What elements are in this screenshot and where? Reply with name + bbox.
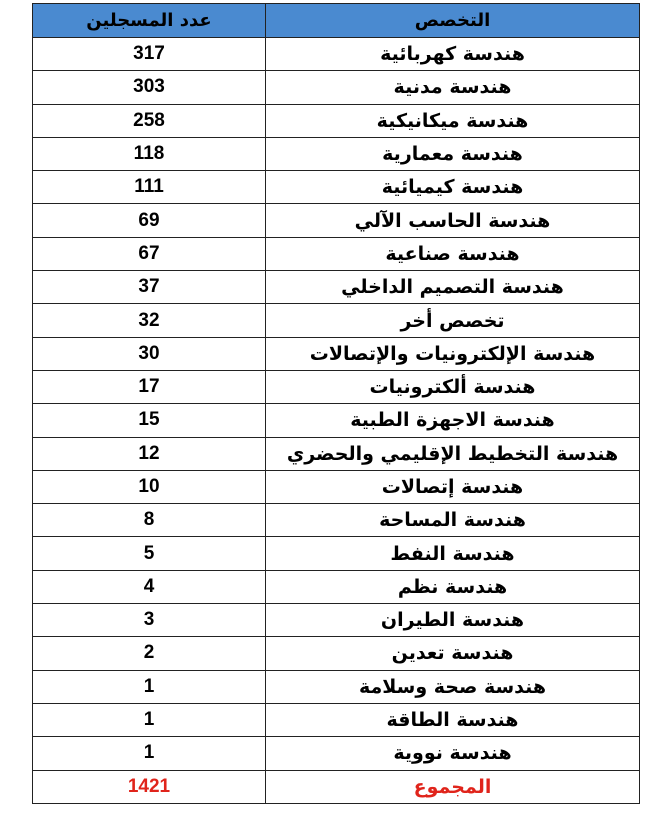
specialization-cell: هندسة ألكترونيات <box>266 370 640 403</box>
specialization-cell: هندسة النفط <box>266 537 640 570</box>
count-cell: 303 <box>33 71 266 104</box>
table-row <box>33 370 640 403</box>
table-row <box>33 104 640 137</box>
specialization-cell: هندسة الاجهزة الطبية <box>266 404 640 437</box>
specialization-cell: هندسة كهربائية <box>266 38 640 71</box>
specialization-cell: هندسة ميكانيكية <box>266 104 640 137</box>
table-row <box>33 237 640 270</box>
header-registered-count: عدد المسجلين <box>33 4 266 38</box>
table-row <box>33 470 640 503</box>
table-row <box>33 670 640 703</box>
count-cell: 17 <box>33 370 266 403</box>
count-cell: 37 <box>33 271 266 304</box>
total-label: المجموع <box>266 770 640 803</box>
table-row <box>33 604 640 637</box>
table-row <box>33 570 640 603</box>
count-cell: 8 <box>33 504 266 537</box>
specialization-cell: هندسة الطاقة <box>266 703 640 736</box>
table-row <box>33 304 640 337</box>
table-row <box>33 171 640 204</box>
table-row <box>33 404 640 437</box>
count-cell: 118 <box>33 137 266 170</box>
specialization-cell: هندسة نووية <box>266 737 640 770</box>
count-cell: 67 <box>33 237 266 270</box>
specialization-cell: هندسة إتصالات <box>266 470 640 503</box>
table-row <box>33 703 640 736</box>
table-row <box>33 71 640 104</box>
count-cell: 15 <box>33 404 266 437</box>
specialization-cell: هندسة كيميائية <box>266 171 640 204</box>
table-row <box>33 504 640 537</box>
count-cell: 4 <box>33 570 266 603</box>
specialization-cell: هندسة المساحة <box>266 504 640 537</box>
count-cell: 317 <box>33 38 266 71</box>
specialization-cell: هندسة صناعية <box>266 237 640 270</box>
table-row <box>33 337 640 370</box>
specialization-cell: هندسة نظم <box>266 570 640 603</box>
table-header-row <box>33 4 640 38</box>
specialization-cell: هندسة معمارية <box>266 137 640 170</box>
specialization-cell: هندسة تعدين <box>266 637 640 670</box>
specialization-cell: هندسة صحة وسلامة <box>266 670 640 703</box>
total-row <box>33 770 640 803</box>
count-cell: 69 <box>33 204 266 237</box>
table-row <box>33 204 640 237</box>
table-row <box>33 38 640 71</box>
count-cell: 258 <box>33 104 266 137</box>
registration-table-container <box>32 3 639 804</box>
table-row <box>33 271 640 304</box>
count-cell: 5 <box>33 537 266 570</box>
specialization-cell: هندسة التخطيط الإقليمي والحضري <box>266 437 640 470</box>
specialization-cell: هندسة الإلكترونيات والإتصالات <box>266 337 640 370</box>
count-cell: 1 <box>33 703 266 736</box>
count-cell: 32 <box>33 304 266 337</box>
table-row <box>33 737 640 770</box>
table-row <box>33 137 640 170</box>
specialization-cell: هندسة مدنية <box>266 71 640 104</box>
count-cell: 30 <box>33 337 266 370</box>
count-cell: 2 <box>33 637 266 670</box>
header-specialization: التخصص <box>266 4 640 38</box>
registration-table <box>32 3 640 804</box>
specialization-cell: تخصص أخر <box>266 304 640 337</box>
table-row <box>33 437 640 470</box>
table-row <box>33 637 640 670</box>
count-cell: 1 <box>33 670 266 703</box>
count-cell: 3 <box>33 604 266 637</box>
specialization-cell: هندسة التصميم الداخلي <box>266 271 640 304</box>
specialization-cell: هندسة الطيران <box>266 604 640 637</box>
count-cell: 1 <box>33 737 266 770</box>
count-cell: 10 <box>33 470 266 503</box>
table-row <box>33 537 640 570</box>
specialization-cell: هندسة الحاسب الآلي <box>266 204 640 237</box>
count-cell: 12 <box>33 437 266 470</box>
count-cell: 111 <box>33 171 266 204</box>
total-count: 1421 <box>33 770 266 803</box>
